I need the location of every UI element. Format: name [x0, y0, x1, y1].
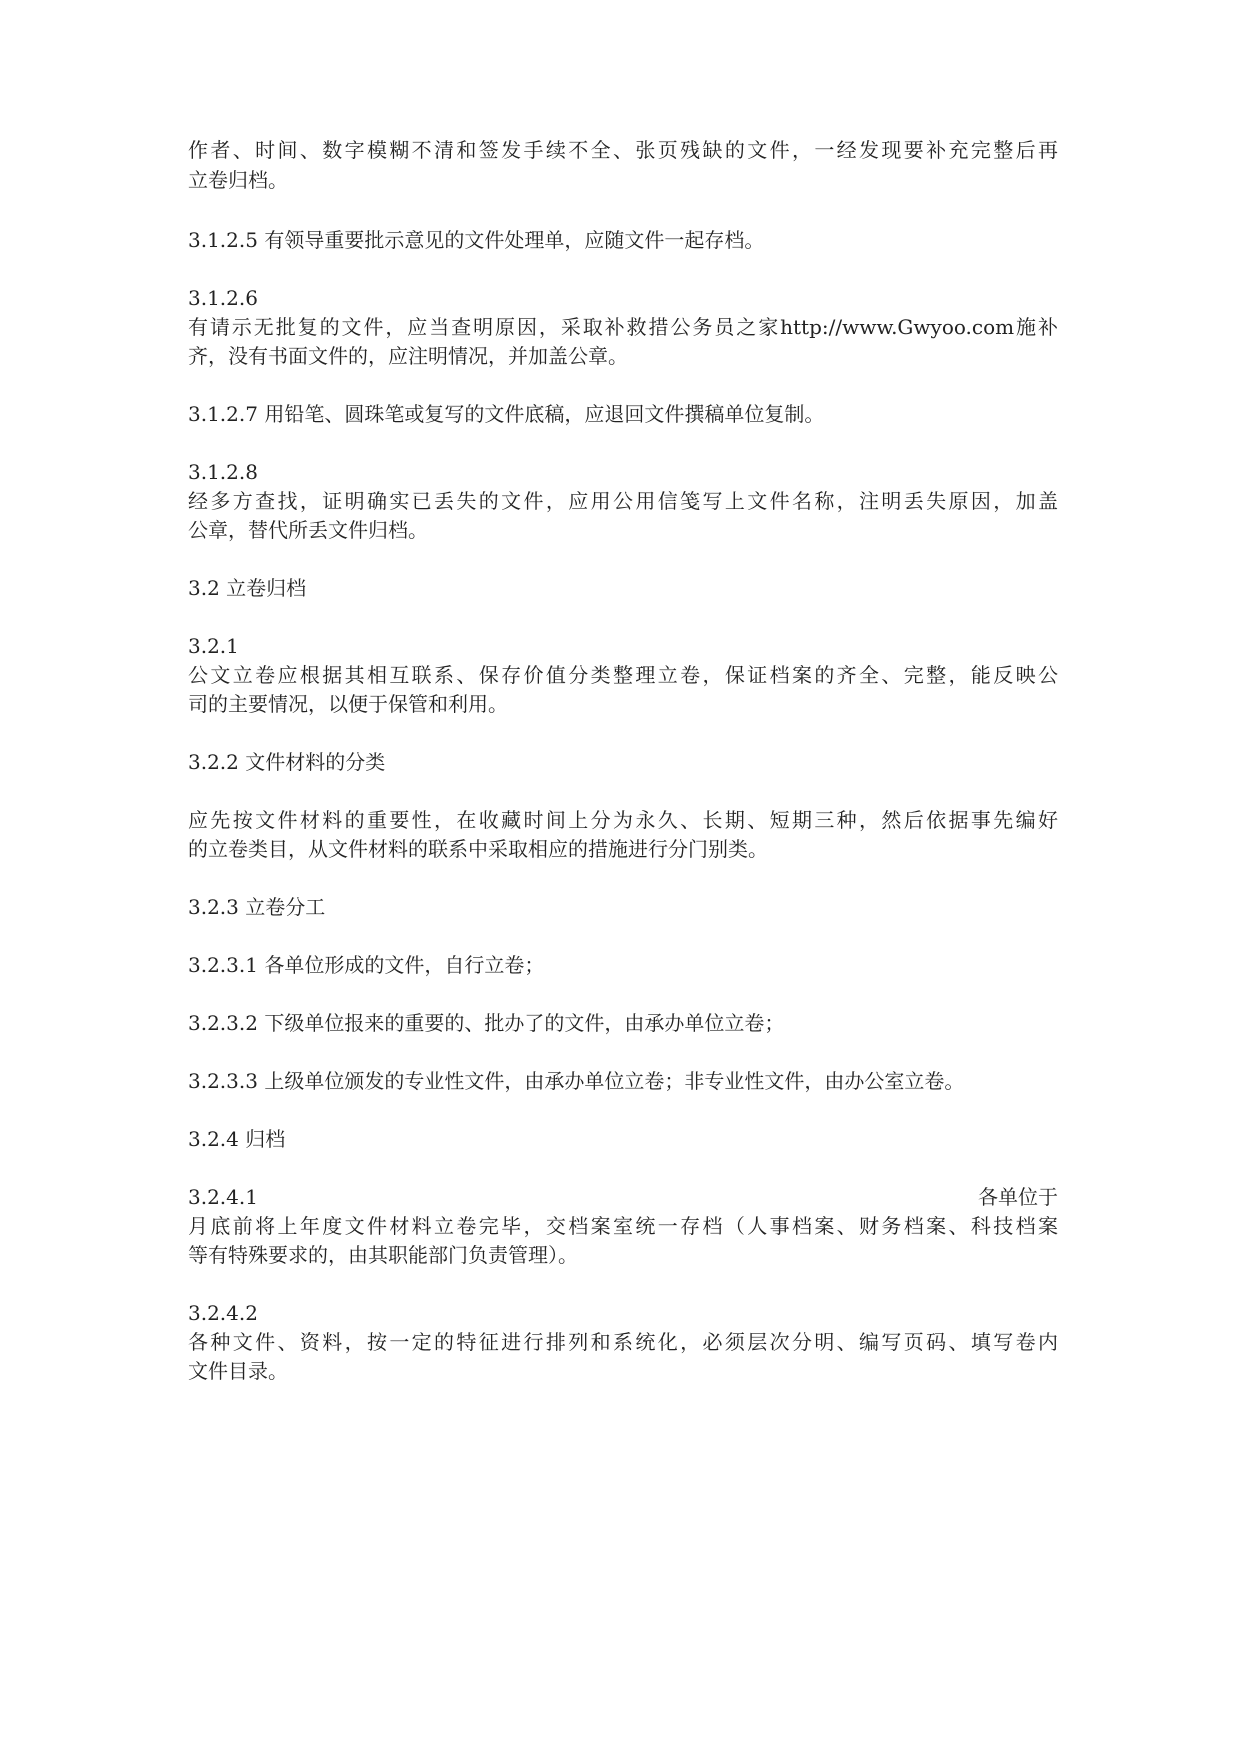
text-line: 公章，替代所丢文件归档。	[188, 518, 428, 542]
text-line: 公文立卷应根据其相互联系、保存价值分类整理立卷，保证档案的齐全、完整，能反映公	[188, 663, 1058, 687]
text-line: 等有特殊要求的，由其职能部门负责管理）。	[188, 1243, 578, 1267]
clause-3-2-3-2: 3.2.3.2 下级单位报来的重要的、批办了的文件，由承办单位立卷；	[188, 1011, 785, 1035]
text-line: 司的主要情况，以便于保管和利用。	[188, 692, 508, 716]
text-line: 立卷归档。	[188, 168, 288, 192]
document-page	[188, 0, 1058, 1754]
text-line: 应先按文件材料的重要性，在收藏时间上分为永久、长期、短期三种，然后依据事先编好	[188, 808, 1058, 832]
text-line: 各种文件、资料，按一定的特征进行排列和系统化，必须层次分明、编写页码、填写卷内	[188, 1330, 1058, 1354]
subsection-heading: 3.2.3 立卷分工	[188, 895, 326, 919]
clause-number: 3.1.2.8	[188, 460, 258, 484]
clause-3-1-2-5: 3.1.2.5 有领导重要批示意见的文件处理单，应随文件一起存档。	[188, 228, 765, 252]
text-line: 有请示无批复的文件，应当查明原因，采取补救措公务员之家http://www.Gwyoo.com施补	[188, 315, 1058, 339]
text-line: 月底前将上年度文件材料立卷完毕，交档案室统一存档（人事档案、财务档案、科技档案	[188, 1214, 1058, 1238]
text-line: 经多方查找，证明确实已丢失的文件，应用公用信笺写上文件名称，注明丢失原因，加盖	[188, 489, 1058, 513]
clause-number: 3.2.4.1	[188, 1185, 258, 1209]
text-fragment: 各单位于	[978, 1185, 1058, 1209]
text-line: 作者、时间、数字模糊不清和签发手续不全、张页残缺的文件，一经发现要补充完整后再	[188, 138, 1058, 162]
subsection-heading: 3.2.2 文件材料的分类	[188, 750, 386, 774]
text-line: 齐，没有书面文件的，应注明情况，并加盖公章。	[188, 344, 628, 368]
text-line: 文件目录。	[188, 1359, 288, 1383]
subsection-heading: 3.2.4 归档	[188, 1127, 286, 1151]
clause-number: 3.2.1	[188, 634, 239, 658]
text-line: 的立卷类目，从文件材料的联系中采取相应的措施进行分门别类。	[188, 837, 768, 861]
clause-3-1-2-7: 3.1.2.7 用铅笔、圆珠笔或复写的文件底稿，应退回文件撰稿单位复制。	[188, 402, 825, 426]
clause-3-2-3-3: 3.2.3.3 上级单位颁发的专业性文件，由承办单位立卷；非专业性文件，由办公室立卷。	[188, 1069, 965, 1093]
clause-number: 3.1.2.6	[188, 286, 258, 310]
clause-number: 3.2.4.2	[188, 1301, 258, 1325]
section-heading: 3.2 立卷归档	[188, 576, 307, 600]
clause-3-2-4-1-row	[188, 1185, 1058, 1209]
clause-3-2-3-1: 3.2.3.1 各单位形成的文件，自行立卷；	[188, 953, 545, 977]
